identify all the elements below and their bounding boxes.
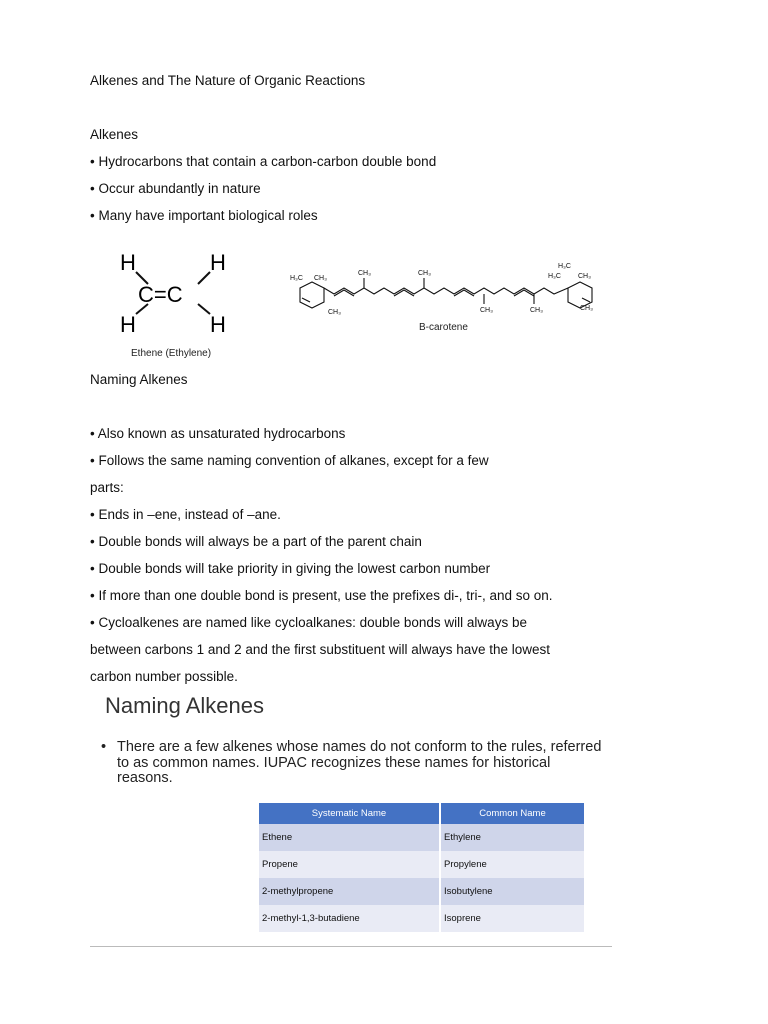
table-header-systematic: Systematic Name bbox=[259, 803, 440, 824]
carotene-label: CH₃ bbox=[418, 270, 431, 277]
naming-bullet: • Double bonds will always be a part of the parent chain bbox=[90, 534, 422, 549]
table-cell: Ethene bbox=[259, 824, 440, 851]
carotene-label: H₃C bbox=[548, 273, 561, 280]
table-row bbox=[259, 878, 584, 905]
carotene-label: H₃C bbox=[558, 263, 571, 270]
naming-bullet: • Double bonds will take priority in giving the lowest carbon number bbox=[90, 561, 491, 576]
naming-bullet: • Also known as unsaturated hydrocarbons bbox=[90, 426, 346, 441]
table-header-common: Common Name bbox=[440, 803, 584, 824]
table-cell: 2-methyl-1,3-butadiene bbox=[259, 905, 440, 932]
table-cell: 2-methylpropene bbox=[259, 878, 440, 905]
table-cell: Propene bbox=[259, 851, 440, 878]
table-row bbox=[259, 824, 584, 851]
ethene-h-bottom-left: H bbox=[120, 312, 136, 337]
alkenes-heading: Alkenes bbox=[90, 127, 139, 142]
carotene-label: CH₃ bbox=[328, 309, 341, 316]
ethene-caption: Ethene (Ethylene) bbox=[131, 348, 212, 359]
ethene-structure bbox=[108, 250, 248, 360]
naming-bullet: carbon number possible. bbox=[90, 669, 238, 684]
slide-bullet-dot: • bbox=[101, 739, 107, 755]
table-cell: Propylene bbox=[440, 851, 584, 878]
common-names-table bbox=[259, 803, 584, 932]
carotene-label: CH₃ bbox=[578, 273, 591, 280]
naming-bullet: • Cycloalkenes are named like cycloalkanes: double bonds will always be bbox=[90, 615, 527, 630]
naming-heading: Naming Alkenes bbox=[90, 372, 188, 387]
carotene-label: CH₃ bbox=[358, 270, 371, 277]
carotene-label: H₃C bbox=[290, 275, 303, 282]
document-title: Alkenes and The Nature of Organic Reactions bbox=[90, 73, 366, 88]
carotene-label: CH₃ bbox=[580, 305, 593, 312]
carotene-label: CH₃ bbox=[314, 275, 327, 282]
naming-bullet: between carbons 1 and 2 and the first substituent will always have the lowest bbox=[90, 642, 551, 657]
table-header-row bbox=[259, 803, 584, 824]
naming-bullet: • If more than one double bond is present, use the prefixes di-, tri-, and so on. bbox=[90, 588, 553, 603]
carotene-label: CH₃ bbox=[480, 307, 493, 314]
alkenes-bullet: • Many have important biological roles bbox=[90, 208, 318, 223]
ethene-h-top-left: H bbox=[120, 250, 136, 275]
carotene-label: CH₃ bbox=[530, 307, 543, 314]
ethene-double-bond: C=C bbox=[138, 282, 183, 307]
table-cell: Isobutylene bbox=[440, 878, 584, 905]
slide-bullet-text bbox=[101, 739, 607, 787]
alkenes-bullet: • Occur abundantly in nature bbox=[90, 181, 261, 196]
naming-bullet: • Follows the same naming convention of alkanes, except for a few bbox=[90, 453, 489, 468]
horizontal-divider bbox=[90, 946, 612, 947]
beta-carotene-structure bbox=[286, 258, 616, 326]
table-row bbox=[259, 851, 584, 878]
table-row bbox=[259, 905, 584, 932]
slide-bullet-body: There are a few alkenes whose names do not conform to the rules, referred to as common names. IUPAC recognizes these names for historical reasons. bbox=[117, 739, 602, 786]
slide-title: Naming Alkenes bbox=[105, 693, 264, 718]
carotene-caption: B-carotene bbox=[419, 322, 468, 333]
alkenes-bullet: • Hydrocarbons that contain a carbon-carbon double bond bbox=[90, 154, 437, 169]
ethene-h-top-right: H bbox=[210, 250, 226, 275]
table-cell: Ethylene bbox=[440, 824, 584, 851]
naming-bullet: parts: bbox=[90, 480, 124, 495]
table-cell: Isoprene bbox=[440, 905, 584, 932]
naming-bullet: • Ends in –ene, instead of –ane. bbox=[90, 507, 281, 522]
ethene-h-bottom-right: H bbox=[210, 312, 226, 337]
